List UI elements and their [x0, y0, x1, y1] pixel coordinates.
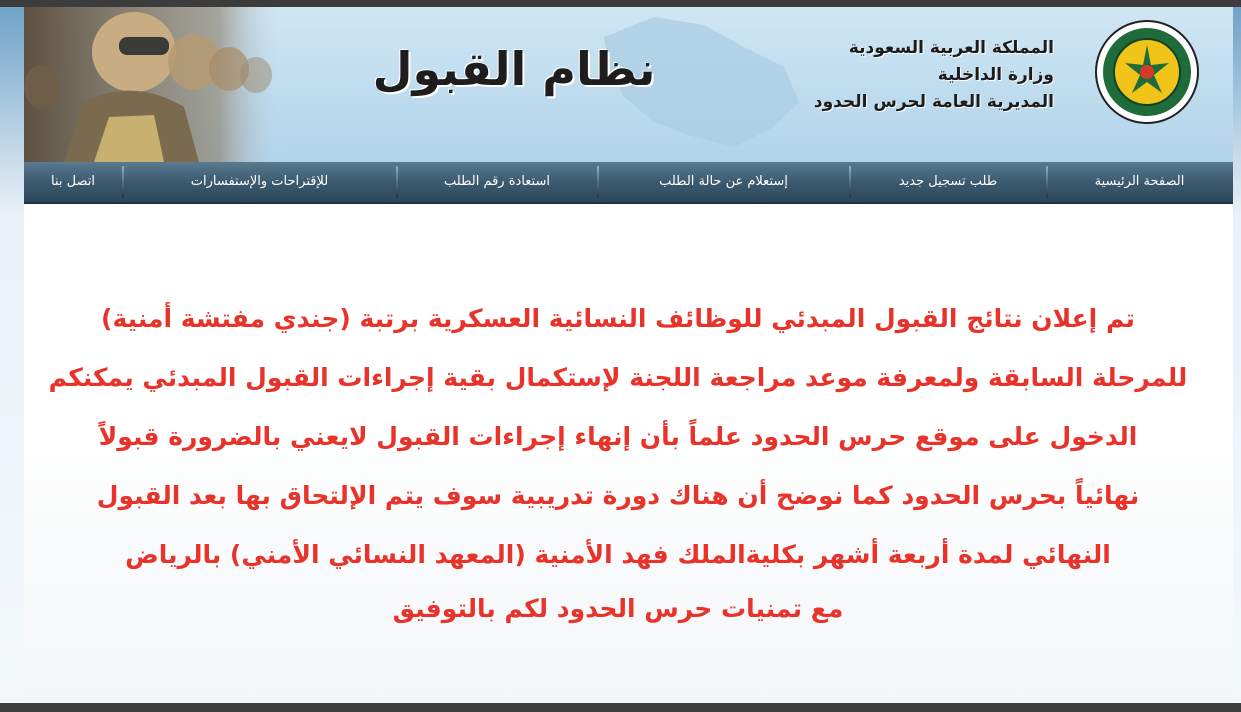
main-content [24, 204, 1233, 703]
announcement-text [38, 289, 1198, 584]
org-line-directorate: المديرية العامة لحرس الحدود [813, 92, 1054, 112]
nav-divider [597, 166, 599, 198]
window-bottom-bar [0, 703, 1241, 712]
announcement-line: النهائي لمدة أربعة أشهر بكليةالملك فهد الأمنية (المعهد النسائي الأمني) بالرياض [125, 540, 1111, 569]
page-margin-left [0, 7, 24, 703]
nav-divider [1046, 166, 1048, 198]
nav-application-status[interactable]: إستعلام عن حالة الطلب [659, 174, 788, 189]
announcement-line: الدخول على موقع حرس الحدود علماً بأن إنهاء إجراءات القبول لايعني بالضرورة قبولاً [98, 422, 1138, 451]
border-guard-emblem-icon [1094, 19, 1200, 125]
announcement-line: تم إعلان نتائج القبول المبدئي للوظائف النسائية العسكرية برتبة (جندي مفتشة أمنية) [101, 304, 1135, 333]
announcement-line: للمرحلة السابقة ولمعرفة موعد مراجعة اللجنة لإستكمال بقية إجراءات القبول المبدئي يمكنكم [48, 363, 1188, 392]
closing-message: مع تمنيات حرس الحدود لكم بالتوفيق [392, 594, 844, 623]
page-frame [24, 7, 1233, 703]
window-top-bar [0, 0, 1241, 7]
announcement-line: نهائياً بحرس الحدود كما نوضح أن هناك دورة تدريبية سوف يتم الإلتحاق بها بعد القبول [96, 481, 1140, 510]
site-header [24, 7, 1233, 162]
page-margin-right [1233, 7, 1241, 703]
main-navigation [24, 162, 1233, 204]
nav-divider [122, 166, 124, 198]
nav-suggestions-inquiries[interactable]: للإقتراحات والإستفسارات [190, 174, 329, 189]
nav-new-registration[interactable]: طلب تسجيل جديد [898, 174, 998, 189]
soldiers-banner-image [24, 7, 284, 162]
nav-divider [396, 166, 398, 198]
page-title: نظام القبول [372, 42, 656, 96]
nav-home[interactable]: الصفحة الرئيسية [1094, 174, 1185, 189]
org-line-ministry: وزارة الداخلية [937, 65, 1054, 85]
organization-name [724, 35, 1054, 116]
nav-recover-application-number[interactable]: استعادة رقم الطلب [444, 174, 550, 189]
nav-divider [849, 166, 851, 198]
nav-contact-us[interactable]: اتصل بنا [51, 174, 95, 189]
org-line-country: المملكة العربية السعودية [848, 38, 1054, 58]
